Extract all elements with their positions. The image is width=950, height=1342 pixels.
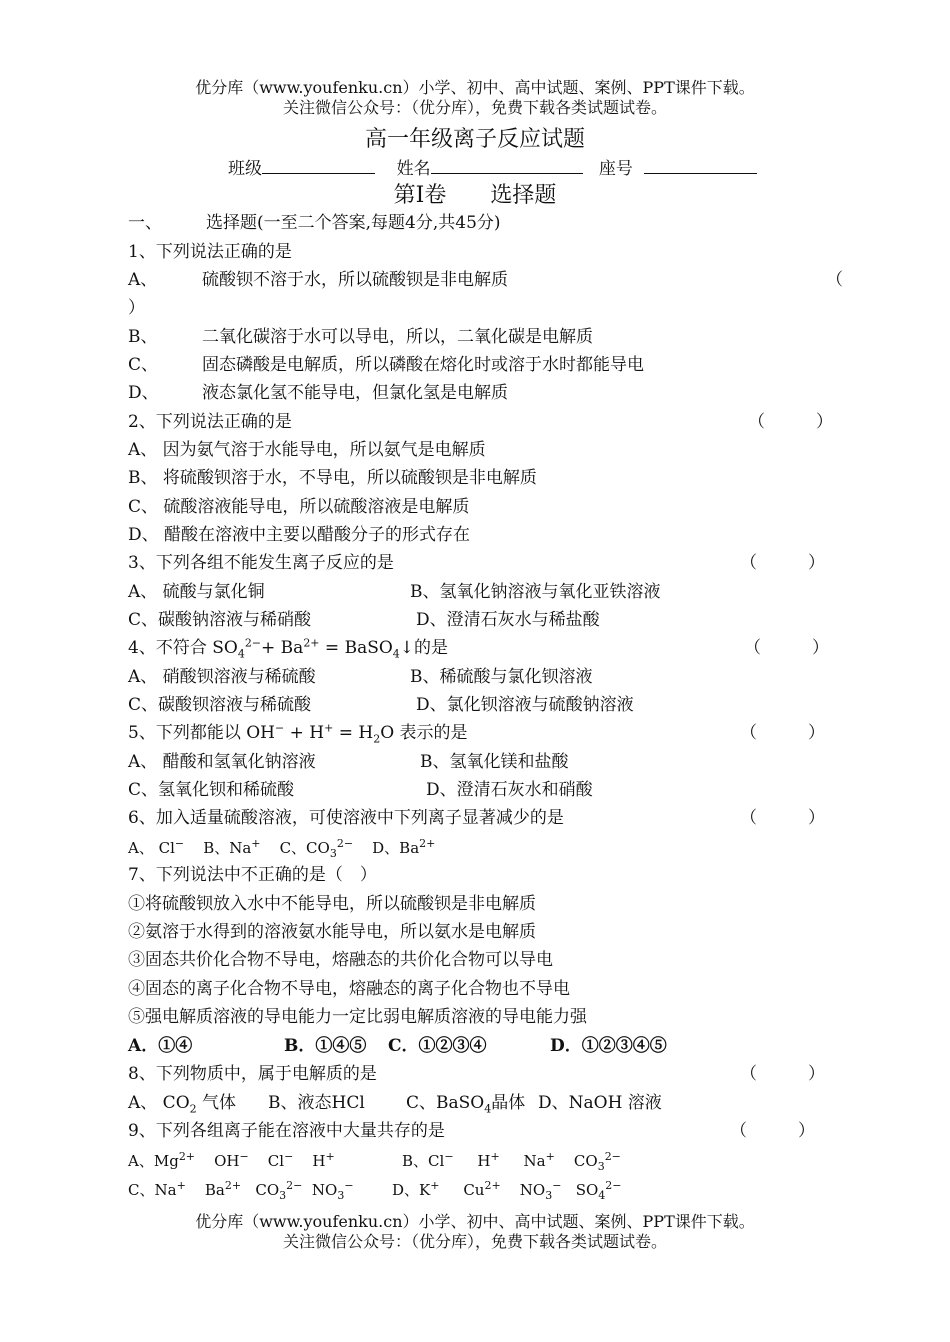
page-title: 高一年级离子反应试题 xyxy=(364,127,585,152)
q4-stem: 4、不符合 $SO_4^{2-}+ Ba^{2+}$ = BaSO$_4$↓的是 xyxy=(128,636,449,661)
q2-option-b: B、 将硫酸钡溶于水，不导电，所以硫酸钡是非电解质 xyxy=(128,468,537,488)
seat-blank xyxy=(644,157,757,174)
q1-stem: 1、下列说法正确的是 xyxy=(128,242,292,262)
q9-answer-paren: （ ） xyxy=(730,1121,815,1141)
header-line-2: 关注微信公众号：（优分库），免费下载各类试题试卷。 xyxy=(282,98,667,117)
q6-option-c: C、$CO_3^{2-}$ xyxy=(279,837,354,860)
q1-option-b: 二氧化碳溶于水可以导电，所以，二氧化碳是电解质 xyxy=(202,327,593,347)
q7-option-c: C．①②③④ xyxy=(388,1036,487,1056)
q7-statement-1: ①将硫酸钡放入水中不能导电，所以硫酸钡是非电解质 xyxy=(128,894,536,914)
q2-answer-paren: （ ） xyxy=(748,412,833,432)
q2-option-a: A、 因为氨气溶于水能导电，所以氨气是电解质 xyxy=(128,440,486,460)
class-blank xyxy=(262,157,375,174)
q4-answer-paren: （ ） xyxy=(744,638,829,658)
q1-option-a-label: A、 xyxy=(128,270,158,290)
q8-stem: 8、下列物质中，属于电解质的是 xyxy=(128,1064,377,1084)
q7-statement-2: ②氨溶于水得到的溶液氨水能导电，所以氨水是电解质 xyxy=(128,922,536,942)
part-heading-number: 一、 xyxy=(128,213,162,233)
q7-statement-3: ③固态共价化合物不导电，熔融态的共价化合物可以导电 xyxy=(128,950,553,970)
q5-option-a: A、 醋酸和氢氧化钠溶液 xyxy=(128,752,316,772)
q7-option-a: A．①④ xyxy=(128,1036,193,1056)
q8-option-d: D、NaOH 溶液 xyxy=(538,1093,662,1113)
q2-option-c: C、 硫酸溶液能导电，所以硫酸溶液是电解质 xyxy=(128,497,470,517)
q7-option-b: B．①④⑤ xyxy=(284,1036,367,1056)
q6-option-a: A、 Cl− xyxy=(128,837,185,857)
q1-option-c: 固态磷酸是电解质，所以磷酸在熔化时或溶于水时都能导电 xyxy=(202,355,644,375)
q1-answer-paren-open: （ xyxy=(826,270,843,290)
q5-option-c: C、氢氧化钡和稀硫酸 xyxy=(128,780,295,800)
header-line-1: 优分库（www.youfenku.cn）小学、初中、高中试题、案例、PPT课件下载。 xyxy=(195,78,755,97)
footer-line-2: 关注微信公众号：（优分库），免费下载各类试题试卷。 xyxy=(282,1232,667,1251)
class-label: 班级 xyxy=(228,159,262,179)
q7-statement-4: ④固态的离子化合物不导电，熔融态的离子化合物也不导电 xyxy=(128,979,570,999)
q9-option-a: A、$Mg^{2+}$ OH− Cl− H+ xyxy=(128,1150,335,1170)
q6-stem: 6、加入适量硫酸溶液，可使溶液中下列离子显著减少的是 xyxy=(128,808,564,828)
q7-statement-5: ⑤强电解质溶液的导电能力一定比弱电解质溶液的导电能力强 xyxy=(128,1007,587,1027)
q4-option-c: C、碳酸钡溶液与稀硫酸 xyxy=(128,695,312,715)
q2-option-d: D、 醋酸在溶液中主要以醋酸分子的形式存在 xyxy=(128,525,471,545)
q9-option-c: C、Na+ $Ba^{2+}$ $CO_3^{2-}$ $NO_3^-$ xyxy=(128,1179,354,1202)
q5-answer-paren: （ ） xyxy=(740,723,825,743)
q8-option-c: C、BaSO$_4$晶体 xyxy=(406,1093,526,1116)
q3-option-d: D、澄清石灰水与稀盐酸 xyxy=(416,610,600,630)
q1-option-a: 硫酸钡不溶于水，所以硫酸钡是非电解质 xyxy=(202,270,508,290)
name-blank xyxy=(431,157,583,174)
q5-option-d: D、澄清石灰水和硝酸 xyxy=(426,780,593,800)
q6-option-d: D、$Ba^{2+}$ xyxy=(372,837,436,857)
seat-label: 座号 xyxy=(598,159,633,179)
q2-stem: 2、下列说法正确的是 xyxy=(128,412,292,432)
q1-answer-paren-close: ） xyxy=(128,298,145,318)
q3-option-b: B、氢氧化钠溶液与氧化亚铁溶液 xyxy=(410,582,661,602)
q3-stem: 3、下列各组不能发生离子反应的是 xyxy=(128,553,394,573)
q6-option-b: B、Na+ xyxy=(203,837,261,857)
section-title: 第Ⅰ卷 选择题 xyxy=(393,183,557,208)
name-label: 姓名 xyxy=(396,159,431,179)
part-heading-text: 选择题(一至二个答案,每题4分,共45分) xyxy=(206,213,501,233)
q1-option-c-label: C、 xyxy=(128,355,159,375)
q7-option-d: D．①②③④⑤ xyxy=(550,1036,667,1056)
q4-option-a: A、 硝酸钡溶液与稀硫酸 xyxy=(128,667,316,687)
student-info-line xyxy=(228,157,757,180)
q9-option-b: B、Cl− H+ Na+ $CO_3^{2-}$ xyxy=(402,1150,621,1173)
q9-stem: 9、下列各组离子能在溶液中大量共存的是 xyxy=(128,1121,445,1141)
q1-option-b-label: B、 xyxy=(128,327,158,347)
q6-options xyxy=(128,837,435,859)
q1-option-d: 液态氯化氢不能导电，但氯化氢是电解质 xyxy=(202,383,508,403)
q9-option-d: D、K+ $Cu^{2+}$ $NO_3^-$ $SO_4^{2-}$ xyxy=(392,1179,622,1202)
q8-answer-paren: （ ） xyxy=(740,1064,825,1084)
q8-option-b: B、液态HCl xyxy=(268,1093,365,1113)
q3-option-c: C、碳酸钠溶液与稀硝酸 xyxy=(128,610,312,630)
q5-option-b: B、氢氧化镁和盐酸 xyxy=(420,752,569,772)
footer-line-1: 优分库（www.youfenku.cn）小学、初中、高中试题、案例、PPT课件下载。 xyxy=(195,1212,755,1231)
q6-answer-paren: （ ） xyxy=(740,808,825,828)
q7-stem: 7、下列说法中不正确的是（ ） xyxy=(128,865,377,885)
q4-option-d: D、氯化钡溶液与硫酸钠溶液 xyxy=(416,695,634,715)
q3-option-a: A、 硫酸与氯化铜 xyxy=(128,582,265,602)
q1-option-d-label: D、 xyxy=(128,383,159,403)
q8-option-a: A、 $CO_2$ 气体 xyxy=(128,1093,237,1116)
q3-answer-paren: （ ） xyxy=(740,553,825,573)
q4-option-b: B、稀硫酸与氯化钡溶液 xyxy=(410,667,593,687)
q5-stem: 5、下列都能以 $OH^- + H^+ = H_2O$ 表示的是 xyxy=(128,721,468,746)
